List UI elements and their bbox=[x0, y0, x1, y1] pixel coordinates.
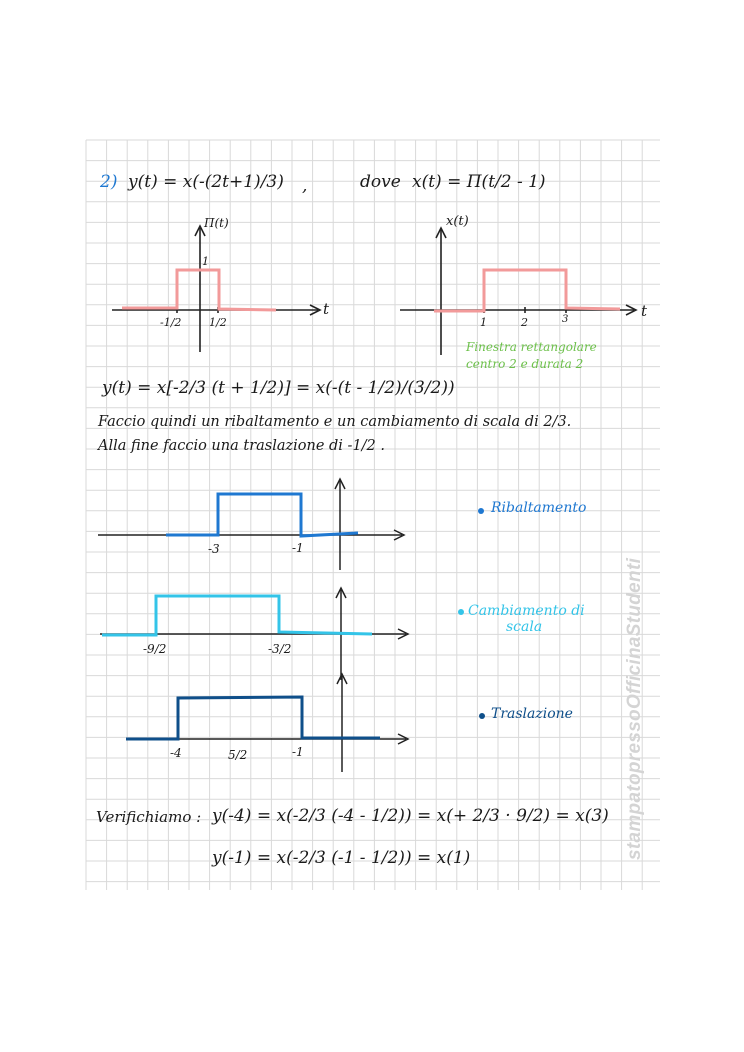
scala-label: Cambiamento di bbox=[468, 603, 585, 619]
plot-pi-signal bbox=[122, 270, 276, 310]
traslazione-tick-b: -1 bbox=[292, 745, 304, 759]
plot-x-x-label: t bbox=[641, 302, 648, 320]
problem-definition: y(t) = x(-(2t+1)/3) bbox=[128, 172, 284, 192]
plot-pi-y-label: Π(t) bbox=[204, 216, 229, 230]
ribaltamento-tick-b: -1 bbox=[292, 541, 304, 555]
verification-line2: y(-1) = x(-2/3 (-1 - 1/2)) = x(1) bbox=[212, 848, 471, 868]
plot-pi-height-label: 1 bbox=[202, 255, 209, 268]
traslazione-tick-a: -4 bbox=[170, 746, 182, 760]
plot-x-tick-2: 2 bbox=[521, 316, 528, 329]
ribaltamento-label: Ribaltamento bbox=[491, 500, 587, 516]
problem-number: 2) bbox=[100, 172, 118, 192]
ribaltamento-tick-a: -3 bbox=[208, 542, 220, 556]
plot-x-tick-1: 1 bbox=[480, 316, 487, 329]
scala-tick-b: -3/2 bbox=[268, 642, 292, 656]
plot-pi-tick-left: -1/2 bbox=[160, 316, 182, 329]
plot-x-tick-3: 3 bbox=[562, 314, 569, 325]
traslazione-tick-mid: 5/2 bbox=[228, 748, 248, 762]
plot-x-note-line2: centro 2 e durata 2 bbox=[466, 357, 584, 371]
bullet-scala bbox=[458, 609, 464, 615]
scala-label-line2: scala bbox=[506, 619, 543, 635]
watermark: stampatopressoOfficinaStudenti bbox=[624, 557, 645, 860]
separator-comma: , bbox=[302, 176, 308, 196]
x-definition: x(t) = Π(t/2 - 1) bbox=[412, 172, 546, 192]
plot-x-y-label: x(t) bbox=[446, 214, 469, 229]
where-label: dove bbox=[360, 172, 401, 192]
traslazione-label: Traslazione bbox=[491, 706, 573, 722]
explanation-line2: Alla fine faccio una traslazione di -1/2 . bbox=[98, 438, 386, 454]
plot-scala-signal bbox=[102, 596, 372, 635]
bullet-traslazione bbox=[479, 713, 485, 719]
rewrite-equation: y(t) = x[-2/3 (t + 1/2)] = x(-(t - 1/2)/(3/2)) bbox=[102, 378, 455, 398]
verification-label: Verifichiamo : bbox=[96, 808, 202, 826]
plot-x-note-line1: Finestra rettangolare bbox=[466, 340, 597, 354]
scala-tick-a: -9/2 bbox=[143, 642, 167, 656]
plot-pi-tick-right: 1/2 bbox=[209, 316, 227, 329]
plot-pi-x-label: t bbox=[323, 300, 330, 318]
bullet-ribaltamento bbox=[478, 508, 484, 514]
explanation-line1: Faccio quindi un ribaltamento e un cambiamento di scala di 2/3. bbox=[98, 414, 572, 430]
plot-pi-axes bbox=[112, 226, 320, 352]
plot-ribaltamento-signal bbox=[166, 494, 358, 536]
verification-line1: y(-4) = x(-2/3 (-4 - 1/2)) = x(+ 2/3 · 9/2) = x(3) bbox=[212, 806, 609, 826]
